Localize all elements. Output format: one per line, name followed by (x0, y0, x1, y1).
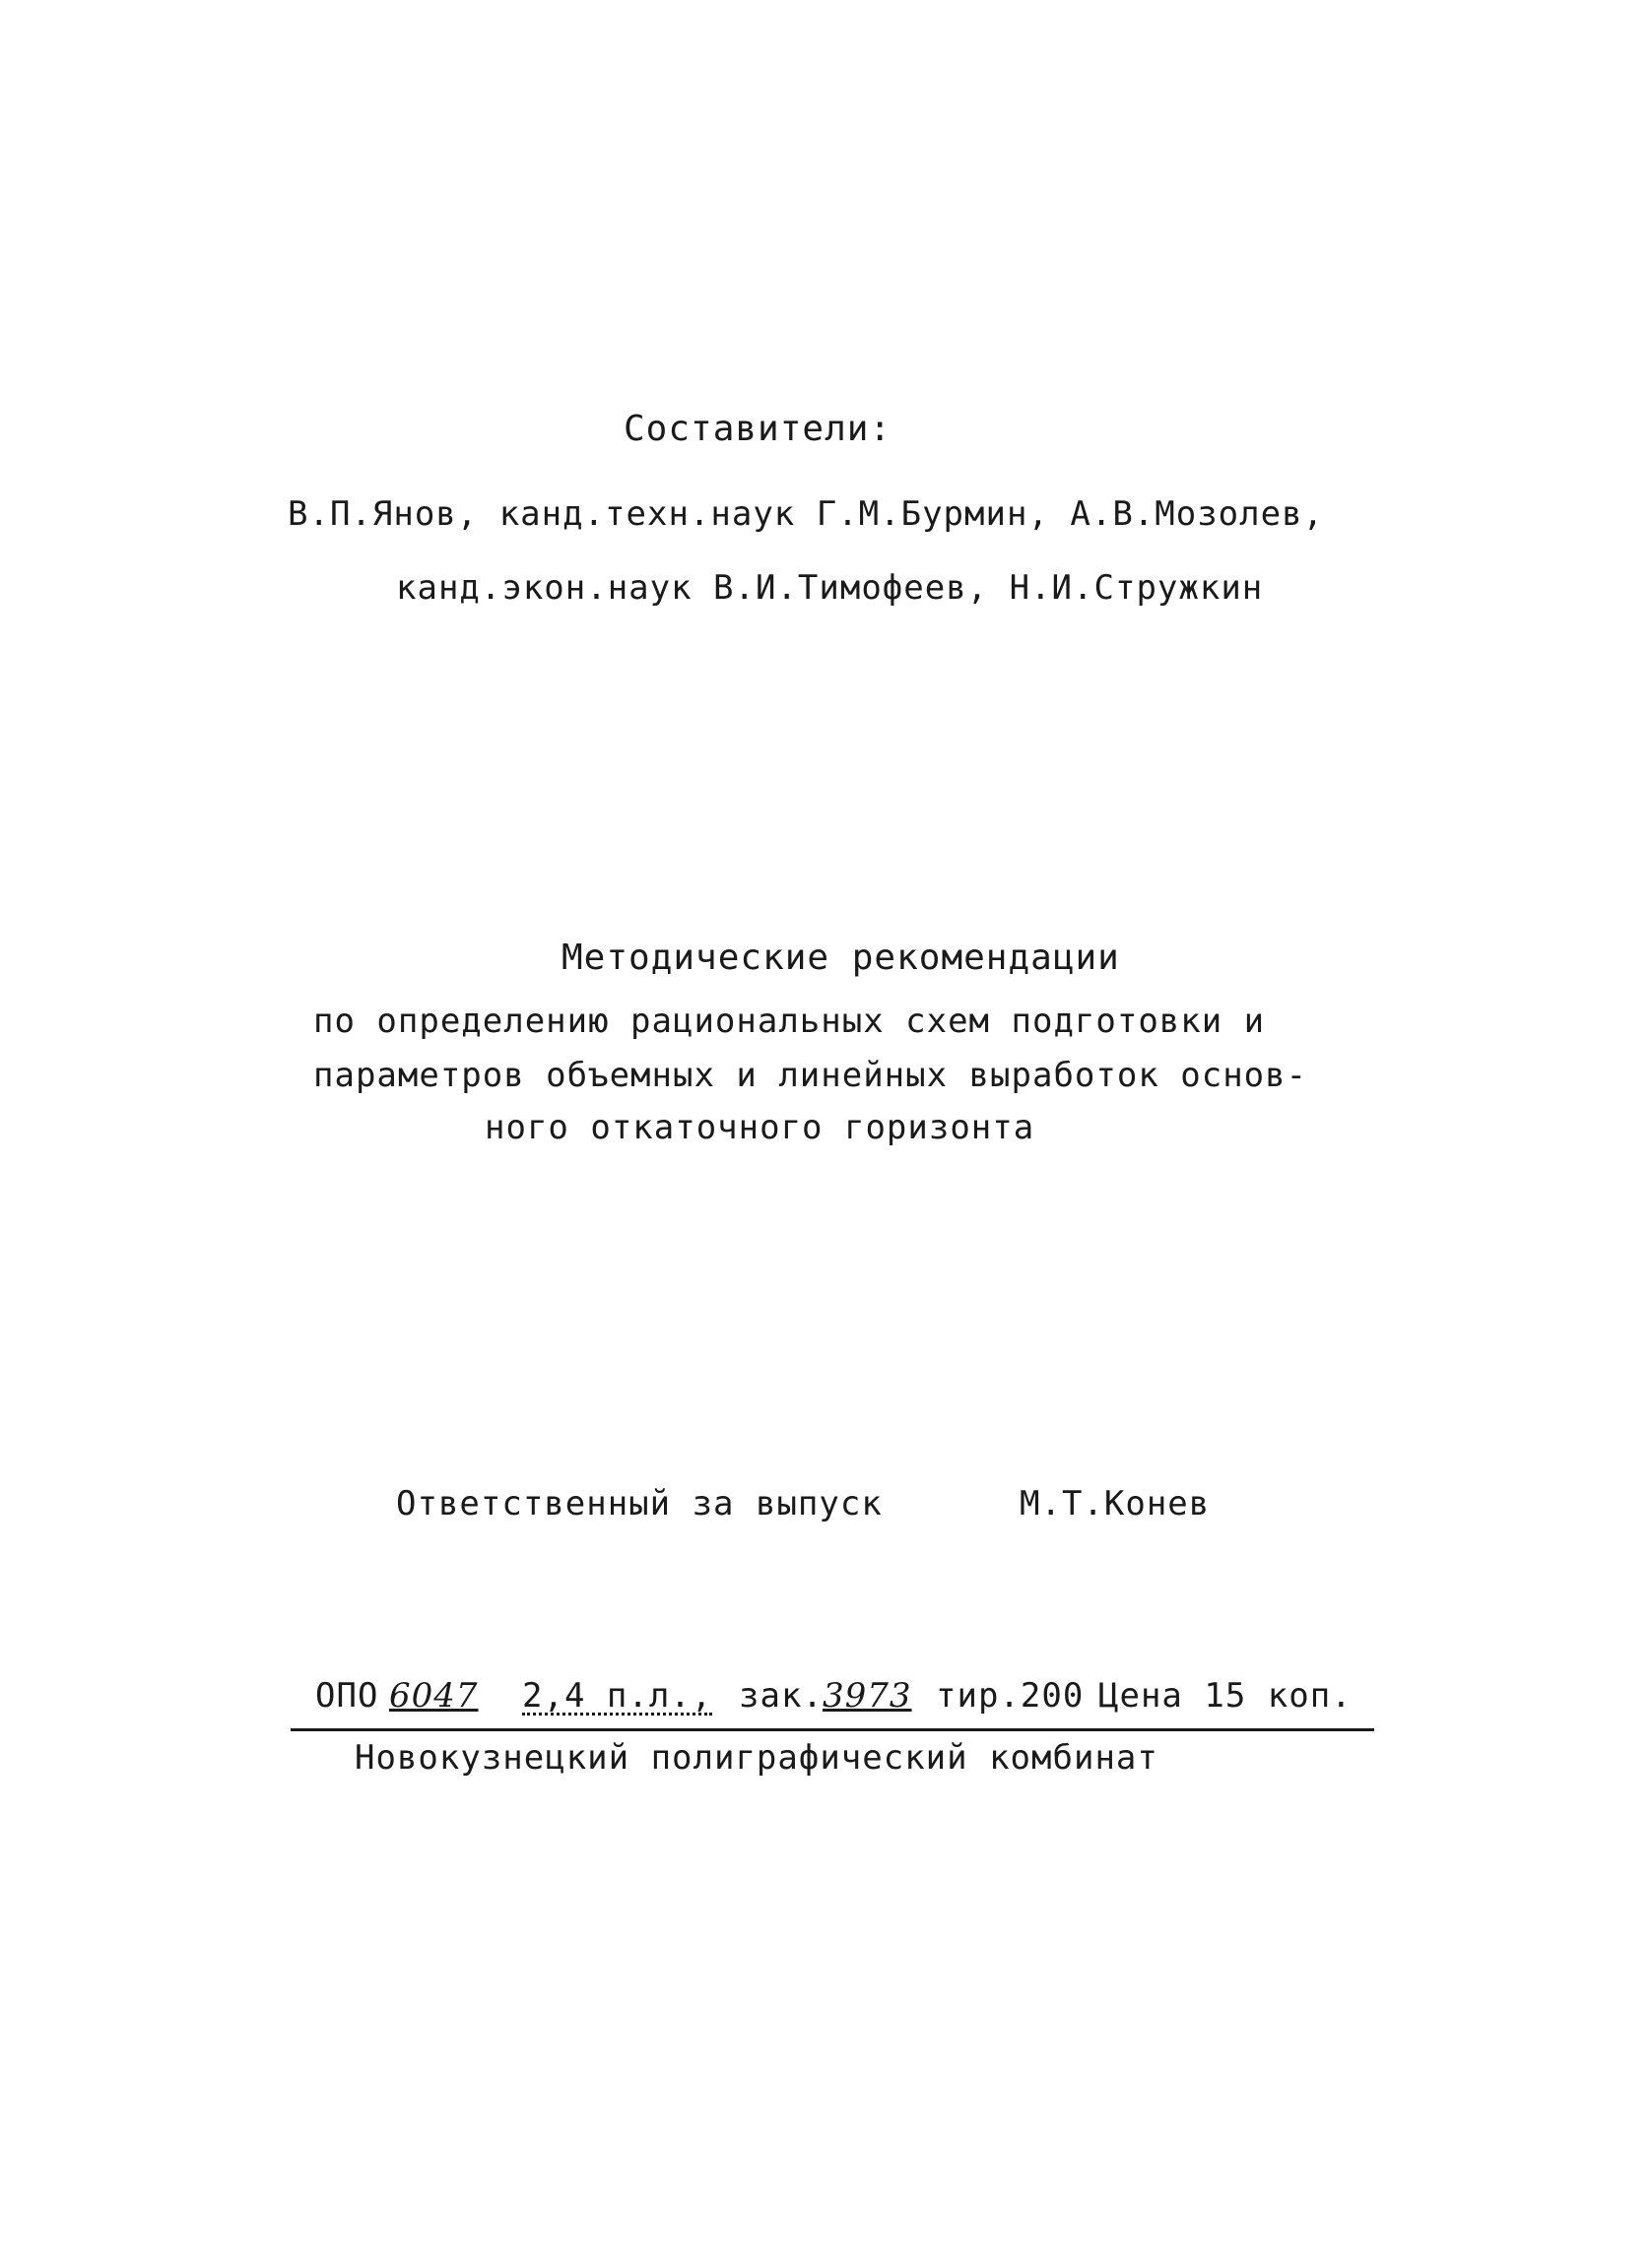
imprint-prefix: ОПО (315, 1676, 379, 1716)
title-heading: Методические рекомендации (561, 938, 1120, 978)
responsible-name: М.Т.Конев (1020, 1484, 1211, 1523)
imprint-sheets: 2,4 п.л., (522, 1676, 713, 1716)
imprint-order-number: 6047 (389, 1676, 479, 1716)
title-line-2: параметров объемных и линейных выработок основ- (313, 1056, 1308, 1095)
imprint-order-label: зак. (739, 1676, 824, 1716)
imprint-price: Цена 15 коп. (1098, 1676, 1353, 1716)
imprint-run: тир.200 (936, 1676, 1085, 1716)
title-line-3: ного откаточного горизонта (485, 1108, 1035, 1147)
responsible-label: Ответственный за выпуск (396, 1484, 883, 1523)
imprint-line (291, 1676, 1374, 1731)
compilers-heading: Составители: (624, 409, 892, 449)
compilers-line-2: канд.экон.наук В.И.Тимофеев, Н.И.Стружкин (396, 568, 1264, 608)
imprint-order-value: 3973 (823, 1676, 912, 1716)
title-line-1: по определению рациональных схем подготовки и (313, 1002, 1266, 1041)
imprint-publisher: Новокузнецкий полиграфический комбинат (355, 1738, 1158, 1778)
compilers-line-1: В.П.Янов, канд.техн.наук Г.М.Бурмин, А.В.Мозолев, (288, 494, 1325, 534)
